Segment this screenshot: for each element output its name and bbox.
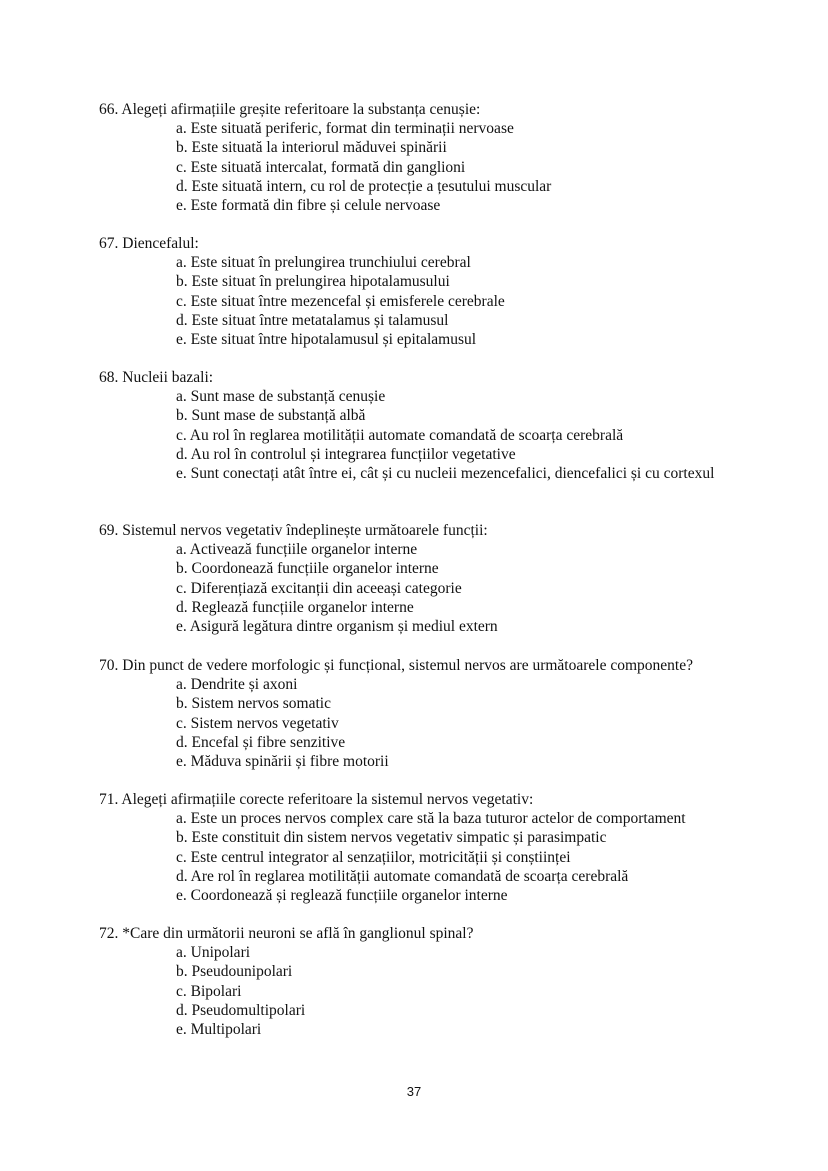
option-list (99, 809, 739, 905)
option-e: e. Este formată din fibre și celule nervoase (176, 197, 441, 215)
question-67 (99, 234, 739, 349)
option-e: e. Coordonează și reglează funcțiile organelor interne (176, 887, 508, 905)
option-d: d. Encefal și fibre senzitive (176, 733, 346, 751)
option-b: b. Sistem nervos somatic (176, 695, 331, 713)
option-d: d. Are rol în reglarea motilității automate comandată de scoarța cerebrală (176, 867, 629, 885)
option-d: d. Este situat între metatalamus și talamusul (176, 311, 449, 329)
question-title: 67. Diencefalul: (99, 235, 199, 252)
question-title: 66. Alegeți afirmațiile greșite referitoare la substanța cenușie: (99, 101, 481, 118)
question-title: 68. Nucleii bazali: (99, 369, 214, 386)
option-b: b. Este situată la interiorul măduvei spinării (176, 139, 447, 157)
option-a: a. Este un proces nervos complex care stă la baza tuturor actelor de comportament (176, 810, 686, 828)
option-e: e. Este situat între hipotalamusul și epitalamusul (176, 331, 477, 349)
question-72 (99, 924, 739, 1039)
option-list (99, 253, 739, 349)
question-66 (99, 100, 739, 215)
question-title: 69. Sistemul nervos vegetativ îndeplinește următoarele funcții: (99, 522, 488, 539)
option-e: e. Sunt conectați atât între ei, cât și cu nucleii mezencefalici, diencefalici și cu cortexul (176, 465, 715, 483)
option-a: a. Este situat în prelungirea trunchiului cerebral (176, 254, 471, 272)
option-e: e. Măduva spinării și fibre motorii (176, 753, 389, 771)
option-a: a. Sunt mase de substanță cenușie (176, 388, 386, 406)
question-69 (99, 521, 739, 636)
option-e: e. Multipolari (176, 1021, 262, 1039)
option-b: b. Pseudounipolari (176, 963, 293, 981)
option-c: c. Este situat între mezencefal și emisferele cerebrale (176, 292, 505, 310)
question-title: 70. Din punct de vedere morfologic și funcțional, sistemul nervos are următoarele componente? (99, 657, 693, 674)
question-68 (99, 368, 739, 483)
option-c: c. Diferențiază excitanții din aceeași categorie (176, 579, 462, 597)
option-list (99, 943, 739, 1039)
option-c: c. Este situată intercalat, formată din ganglioni (176, 158, 466, 176)
option-a: a. Este situată periferic, format din terminații nervoase (176, 120, 514, 138)
page-number: 37 (406, 1084, 422, 1099)
option-list (99, 675, 739, 771)
option-list (99, 387, 739, 483)
option-b: b. Sunt mase de substanță albă (176, 407, 366, 425)
question-71 (99, 790, 739, 905)
question-70 (99, 656, 739, 771)
option-c: c. Este centrul integrator al senzațiilor, motricității și conștiinței (176, 848, 571, 866)
option-a: a. Unipolari (176, 944, 251, 962)
option-c: c. Bipolari (176, 982, 242, 1000)
question-title: 71. Alegeți afirmațiile corecte referitoare la sistemul nervos vegetativ: (99, 791, 534, 808)
question-title: 72. *Care din următorii neuroni se află în ganglionul spinal? (99, 925, 474, 942)
option-list (99, 540, 739, 636)
option-d: d. Este situată intern, cu rol de protecție a țesutului muscular (176, 177, 552, 195)
option-c: c. Sistem nervos vegetativ (176, 714, 339, 732)
option-d: d. Au rol în controlul și integrarea funcțiilor vegetative (176, 445, 516, 463)
option-d: d. Pseudomultipolari (176, 1001, 306, 1019)
option-a: a. Activează funcțiile organelor interne (176, 541, 418, 559)
option-b: b. Coordonează funcțiile organelor interne (176, 560, 439, 578)
option-d: d. Reglează funcțiile organelor interne (176, 598, 414, 616)
option-b: b. Este situat în prelungirea hipotalamusului (176, 273, 450, 291)
option-a: a. Dendrite și axoni (176, 676, 298, 694)
option-c: c. Au rol în reglarea motilității automate comandată de scoarța cerebrală (176, 426, 624, 444)
option-e: e. Asigură legătura dintre organism și mediul extern (176, 618, 498, 636)
option-list (99, 119, 739, 215)
option-b: b. Este constituit din sistem nervos vegetativ simpatic și parasimpatic (176, 829, 607, 847)
